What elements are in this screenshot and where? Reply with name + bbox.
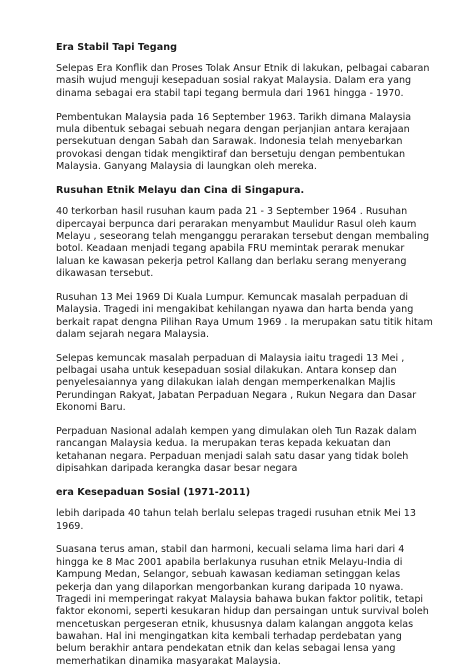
section-heading-era-stabil: Era Stabil Tapi Tegang (56, 42, 178, 53)
paragraph: Selepas Era Konflik dan Proses Tolak Ansur Etnik di lakukan, pelbagai cabaran masih wujud menguji kesepaduan sosial rakyat Malaysia. Dalam era yang dinama sebagai era stabil tapi tegang bermula dari 1961 hingga - 1970. (56, 63, 430, 99)
paragraph: Pembentukan Malaysia pada 16 September 1963. Tarikh dimana Malaysia mula dibentuk sebagai sebuah negara dengan perjanjian antara kerajaan persekutuan dengan Sabah dan Sarawak. Indonesia telah menyebarkan provokasi dengan tidak mengiktiraf dan bersetuju dengan pembentukan Malaysia. Ganyang Malaysia di laungkan oleh mereka. (56, 111, 412, 172)
paragraph: 40 terkorban hasil rusuhan kaum pada 21 - 3 September 1964 . Rusuhan dipercayai berpunca dari perarakan menyambut Maulidur Rasul oleh kaum Melayu , seseorang telah menganggu perarakan tersebut dengan membaling botol. Keadaan menjadi tegang apabila FRU memintak perarak menukar laluan ke kawasan pekerja petrol Kallang dan berlaku serang menyerang dikawasan tersebut. (56, 206, 430, 279)
paragraph: Rusuhan 13 Mei 1969 Di Kuala Lumpur. Kemuncak masalah perpaduan di Malaysia. Tragedi ini mengakibat kehilangan nyawa dan harta benda yang berkait rapat dengna Pilihan Raya Umum 1969 . Ia merupakan satu titik hitam dalam sejarah negara Malaysia. (56, 291, 433, 340)
paragraph: Suasana terus aman, stabil dan harmoni, kecuali selama lima hari dari 4 hingga ke 8 Mac 2001 apabila berlakunya rusuhan etnik Melayu-India di Kampung Medan, Selangor, sebuah kawasan kediaman setinggan kelas pekerja dan yang dilaporkan mengorbankan kurang daripada 10 nyawa. Tragedi ini memperingat rakyat Malaysia bahawa bukan faktor politik, tetapi faktor ekonomi, seperti kesukaran hidup dan persaingan untuk survival boleh mencetuskan pergeseran etnik, khususnya dalam kalangan anggota kelas bawahan. Hal ini mengingatkan kita kembali terhadap perdebatan yang belum berakhir antara pendekatan etnik dan kelas sebagai lensa yang memerhatikan dinamika masyarakat Malaysia. (56, 544, 429, 667)
section-heading-rusuhan-singapura: Rusuhan Etnik Melayu dan Cina di Singapura. (56, 185, 305, 197)
paragraph: Perpaduan Nasional adalah kempen yang dimulakan oleh Tun Razak dalam rancangan Malaysia kedua. Ia merupakan teras kepada kekuatan dan ketahanan negara. Perpaduan menjadi salah satu dasar yang tidak boleh dipisahkan daripada kerangka dasar besar negara (56, 425, 417, 474)
paragraph: lebih daripada 40 tahun telah berlalu selepas tragedi rusuhan etnik Mei 13 1969. (56, 508, 416, 532)
section-heading-era-kesepaduan: era Kesepaduan Sosial (1971-2011) (56, 487, 251, 499)
paragraph: Selepas kemuncak masalah perpaduan di Malaysia iaitu tragedi 13 Mei , pelbagai usaha untuk kesepaduan sosial dilakukan. Antara konsep dan penyelesaiannya yang dilakukan ialah dengan memperkenalkan Majlis Perundingan Rakyat, Jabatan Perpaduan Negara , Rukun Negara dan Dasar Ekonomi Baru. (56, 352, 417, 414)
